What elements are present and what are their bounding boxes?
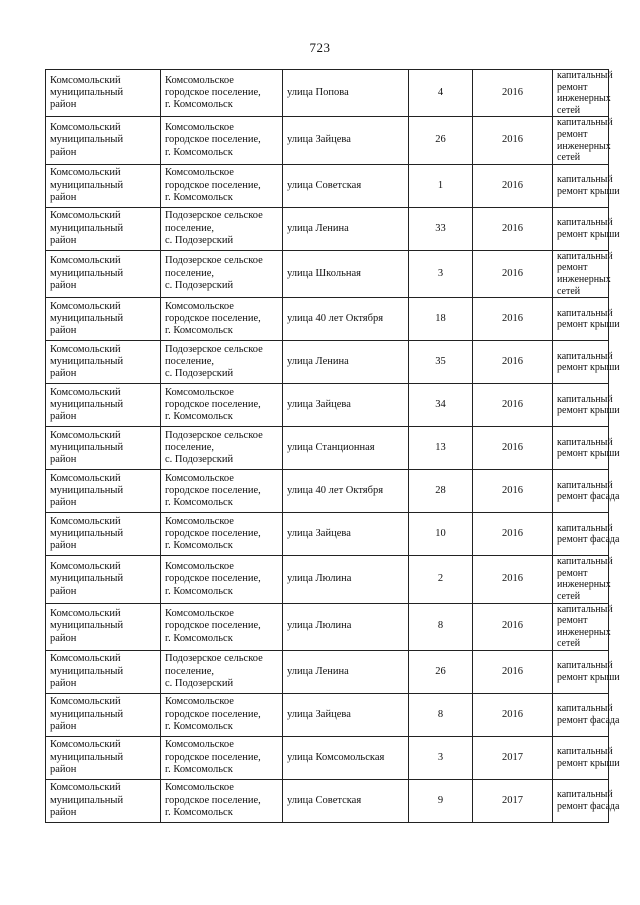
district-cell <box>46 513 161 556</box>
work-type-cell <box>553 513 620 556</box>
year-cell: 2016 <box>473 603 553 650</box>
settlement-cell <box>161 70 283 117</box>
work-type-cell-line: ремонт крыши <box>557 185 620 197</box>
district-cell-line: муниципальный <box>50 222 124 234</box>
settlement-cell-line: Подозерское сельское <box>165 210 263 222</box>
settlement-cell-line: Подозерское сельское <box>165 255 263 267</box>
street-cell: улица Станционная <box>283 427 409 470</box>
district-cell-line: район <box>50 721 77 733</box>
settlement-cell <box>161 117 283 164</box>
house-number-cell: 18 <box>409 298 473 341</box>
settlement-cell <box>161 556 283 603</box>
table-row <box>46 470 609 513</box>
work-type-cell-line: капитальный <box>557 217 613 229</box>
settlement-cell-line: городское поселение, <box>165 794 261 806</box>
street-cell: улица 40 лет Октября <box>283 298 409 341</box>
work-type-cell <box>553 250 613 297</box>
work-type-cell <box>553 556 613 603</box>
settlement-cell-line: поселение, <box>165 441 215 453</box>
work-type-cell-line: ремонт фасада <box>557 714 620 726</box>
settlement-cell-line: г. Комсомольск <box>165 191 233 203</box>
work-type-cell-line: сетей <box>557 285 581 297</box>
year-cell: 2016 <box>473 250 553 297</box>
district-cell-line: Комсомольский <box>50 560 121 572</box>
work-type-cell-line: ремонт крыши <box>557 671 620 683</box>
settlement-cell-line: Комсомольское <box>165 696 234 708</box>
house-number-cell: 10 <box>409 513 473 556</box>
work-type-cell-line: инженерных <box>557 140 611 152</box>
settlement-cell-line: с. Подозерский <box>165 234 234 246</box>
district-cell <box>46 117 161 164</box>
work-type-cell-line: капитальный <box>557 117 613 129</box>
district-cell-line: муниципальный <box>50 708 124 720</box>
settlement-cell-line: городское поселение, <box>165 573 261 585</box>
work-type-cell <box>553 117 613 164</box>
settlement-cell-line: г. Комсомольск <box>165 764 233 776</box>
house-number-cell: 13 <box>409 427 473 470</box>
settlement-cell-line: г. Комсомольск <box>165 497 233 509</box>
district-cell <box>46 427 161 470</box>
settlement-cell <box>161 250 283 297</box>
street-cell: улица Зайцева <box>283 117 409 164</box>
table-row <box>46 693 609 736</box>
street-cell: улица Зайцева <box>283 693 409 736</box>
work-type-cell <box>553 427 620 470</box>
settlement-cell <box>161 603 283 650</box>
district-cell-line: муниципальный <box>50 794 124 806</box>
settlement-cell-line: Комсомольское <box>165 782 234 794</box>
work-type-cell-line: капитальный <box>557 556 613 568</box>
table-row <box>46 250 609 297</box>
settlement-cell-line: г. Комсомольск <box>165 146 233 158</box>
street-cell: улица Ленина <box>283 650 409 693</box>
work-type-cell-line: капитальный <box>557 603 613 615</box>
district-cell-line: муниципальный <box>50 573 124 585</box>
table-row <box>46 603 609 650</box>
settlement-cell-line: городское поселение, <box>165 312 261 324</box>
settlement-cell-line: поселение, <box>165 355 215 367</box>
settlement-cell-line: городское поселение, <box>165 751 261 763</box>
district-cell <box>46 470 161 513</box>
work-type-cell-line: капитальный <box>557 789 613 801</box>
table-body <box>46 70 620 823</box>
district-cell-line: район <box>50 325 77 337</box>
settlement-cell <box>161 341 283 384</box>
table-row <box>46 650 609 693</box>
year-cell: 2017 <box>473 779 553 822</box>
settlement-cell <box>161 470 283 513</box>
work-type-cell <box>553 70 613 117</box>
house-number-cell: 28 <box>409 470 473 513</box>
work-type-cell-line: инженерных <box>557 626 611 638</box>
district-cell <box>46 341 161 384</box>
district-cell-line: район <box>50 497 77 509</box>
work-type-cell <box>553 164 620 207</box>
settlement-cell-line: Комсомольское <box>165 74 234 86</box>
settlement-cell-line: г. Комсомольск <box>165 585 233 597</box>
settlement-cell-line: Подозерское сельское <box>165 343 263 355</box>
work-type-cell-line: капитальный <box>557 746 613 758</box>
work-type-cell-line: ремонт фасада <box>557 534 620 546</box>
work-type-cell-line: ремонт крыши <box>557 405 620 417</box>
table-row <box>46 384 609 427</box>
settlement-cell-line: Подозерское сельское <box>165 429 263 441</box>
work-type-cell-line: капитальный <box>557 70 613 81</box>
street-cell: улица Попова <box>283 70 409 117</box>
settlement-cell <box>161 298 283 341</box>
table-row <box>46 341 609 384</box>
district-cell-line: район <box>50 585 77 597</box>
district-cell-line: Комсомольский <box>50 167 121 179</box>
street-cell: улица Ленина <box>283 207 409 250</box>
street-cell: улица 40 лет Октября <box>283 470 409 513</box>
year-cell: 2016 <box>473 117 553 164</box>
district-cell-line: Комсомольский <box>50 696 121 708</box>
settlement-cell-line: городское поселение, <box>165 620 261 632</box>
settlement-cell-line: Комсомольское <box>165 515 234 527</box>
year-cell: 2016 <box>473 341 553 384</box>
work-type-cell-line: инженерных <box>557 579 611 591</box>
work-type-cell <box>553 779 620 822</box>
work-type-cell-line: ремонт крыши <box>557 448 620 460</box>
district-cell-line: район <box>50 632 77 644</box>
street-cell: улица Зайцева <box>283 384 409 427</box>
work-type-cell-line: капитальный <box>557 522 613 534</box>
work-type-cell-line: ремонт <box>557 615 588 627</box>
street-cell: улица Советская <box>283 164 409 207</box>
work-type-cell-line: капитальный <box>557 250 613 262</box>
district-cell-line: район <box>50 454 77 466</box>
house-number-cell: 1 <box>409 164 473 207</box>
district-cell-line: район <box>50 540 77 552</box>
district-cell-line: Комсомольский <box>50 255 121 267</box>
district-cell-line: муниципальный <box>50 620 124 632</box>
settlement-cell-line: городское поселение, <box>165 179 261 191</box>
settlement-cell <box>161 736 283 779</box>
house-number-cell: 35 <box>409 341 473 384</box>
work-type-cell <box>553 736 620 779</box>
work-type-cell-line: ремонт фасада <box>557 491 620 503</box>
table-row <box>46 70 609 117</box>
house-number-cell: 8 <box>409 693 473 736</box>
settlement-cell-line: Комсомольское <box>165 608 234 620</box>
year-cell: 2016 <box>473 298 553 341</box>
year-cell: 2017 <box>473 736 553 779</box>
settlement-cell-line: Комсомольское <box>165 472 234 484</box>
street-cell: улица Комсомольская <box>283 736 409 779</box>
district-cell-line: муниципальный <box>50 179 124 191</box>
street-cell: улица Школьная <box>283 250 409 297</box>
settlement-cell <box>161 650 283 693</box>
settlement-cell-line: городское поселение, <box>165 708 261 720</box>
district-cell-line: муниципальный <box>50 751 124 763</box>
district-cell-line: Комсомольский <box>50 210 121 222</box>
settlement-cell-line: городское поселение, <box>165 134 261 146</box>
district-cell <box>46 693 161 736</box>
district-cell <box>46 164 161 207</box>
settlement-cell-line: с. Подозерский <box>165 280 234 292</box>
district-cell-line: район <box>50 280 77 292</box>
settlement-cell-line: Комсомольское <box>165 739 234 751</box>
house-number-cell: 3 <box>409 250 473 297</box>
work-type-cell-line: капитальный <box>557 660 613 672</box>
district-cell-line: район <box>50 807 77 819</box>
work-type-cell-line: ремонт крыши <box>557 362 620 374</box>
year-cell: 2016 <box>473 164 553 207</box>
district-cell <box>46 650 161 693</box>
house-number-cell: 26 <box>409 650 473 693</box>
settlement-cell-line: г. Комсомольск <box>165 325 233 337</box>
district-cell-line: Комсомольский <box>50 300 121 312</box>
table-row <box>46 298 609 341</box>
work-type-cell-line: сетей <box>557 638 581 650</box>
work-type-cell <box>553 470 620 513</box>
table-row <box>46 736 609 779</box>
settlement-cell-line: городское поселение, <box>165 86 261 98</box>
district-cell-line: муниципальный <box>50 398 124 410</box>
year-cell: 2016 <box>473 384 553 427</box>
house-number-cell: 2 <box>409 556 473 603</box>
district-cell-line: район <box>50 99 77 111</box>
year-cell: 2016 <box>473 556 553 603</box>
work-type-cell-line: ремонт <box>557 262 588 274</box>
settlement-cell-line: Подозерское сельское <box>165 653 263 665</box>
district-cell-line: район <box>50 678 77 690</box>
district-cell-line: Комсомольский <box>50 653 121 665</box>
street-cell: улица Советская <box>283 779 409 822</box>
settlement-cell-line: поселение, <box>165 665 215 677</box>
work-type-cell <box>553 650 620 693</box>
district-cell-line: муниципальный <box>50 355 124 367</box>
work-type-cell <box>553 603 613 650</box>
work-type-cell-line: инженерных <box>557 273 611 285</box>
house-number-cell: 8 <box>409 603 473 650</box>
settlement-cell-line: городское поселение, <box>165 484 261 496</box>
district-cell-line: Комсомольский <box>50 515 121 527</box>
year-cell: 2016 <box>473 470 553 513</box>
work-type-cell-line: капитальный <box>557 307 613 319</box>
district-cell <box>46 250 161 297</box>
district-cell-line: Комсомольский <box>50 429 121 441</box>
table-row <box>46 164 609 207</box>
settlement-cell-line: г. Комсомольск <box>165 99 233 111</box>
work-type-cell-line: капитальный <box>557 350 613 362</box>
house-number-cell: 3 <box>409 736 473 779</box>
settlement-cell <box>161 164 283 207</box>
table-row <box>46 556 609 603</box>
district-cell-line: муниципальный <box>50 484 124 496</box>
work-type-cell-line: ремонт <box>557 567 588 579</box>
district-cell <box>46 779 161 822</box>
house-number-cell: 26 <box>409 117 473 164</box>
work-type-cell-line: ремонт крыши <box>557 757 620 769</box>
district-cell-line: муниципальный <box>50 86 124 98</box>
work-type-cell-line: сетей <box>557 104 581 116</box>
work-type-cell <box>553 693 620 736</box>
settlement-cell-line: Комсомольское <box>165 300 234 312</box>
district-cell-line: муниципальный <box>50 527 124 539</box>
table-row <box>46 779 609 822</box>
work-type-cell-line: капитальный <box>557 479 613 491</box>
settlement-cell <box>161 513 283 556</box>
work-type-cell-line: капитальный <box>557 703 613 715</box>
street-cell: улица Люлина <box>283 603 409 650</box>
settlement-cell <box>161 384 283 427</box>
district-cell <box>46 207 161 250</box>
work-type-cell <box>553 207 620 250</box>
work-type-cell-line: ремонт крыши <box>557 228 620 240</box>
district-cell-line: муниципальный <box>50 134 124 146</box>
house-number-cell: 4 <box>409 70 473 117</box>
district-cell-line: Комсомольский <box>50 74 121 86</box>
page-number: 723 <box>309 40 331 55</box>
district-cell-line: район <box>50 368 77 380</box>
settlement-cell-line: с. Подозерский <box>165 454 234 466</box>
year-cell: 2016 <box>473 650 553 693</box>
work-type-cell-line: ремонт фасада <box>557 800 620 812</box>
district-cell-line: муниципальный <box>50 267 124 279</box>
settlement-cell-line: г. Комсомольск <box>165 721 233 733</box>
district-cell-line: район <box>50 411 77 423</box>
district-cell <box>46 70 161 117</box>
district-cell-line: район <box>50 146 77 158</box>
district-cell-line: Комсомольский <box>50 782 121 794</box>
street-cell: улица Зайцева <box>283 513 409 556</box>
settlement-cell-line: г. Комсомольск <box>165 632 233 644</box>
district-cell-line: Комсомольский <box>50 608 121 620</box>
district-cell <box>46 298 161 341</box>
house-number-cell: 33 <box>409 207 473 250</box>
table-row <box>46 117 609 164</box>
work-type-cell-line: ремонт крыши <box>557 319 620 331</box>
district-cell-line: Комсомольский <box>50 121 121 133</box>
house-number-cell: 34 <box>409 384 473 427</box>
settlement-cell-line: Комсомольское <box>165 167 234 179</box>
settlement-cell-line: г. Комсомольск <box>165 540 233 552</box>
district-cell-line: муниципальный <box>50 441 124 453</box>
settlement-cell-line: г. Комсомольск <box>165 411 233 423</box>
year-cell: 2016 <box>473 427 553 470</box>
district-cell <box>46 384 161 427</box>
work-type-cell-line: инженерных <box>557 93 611 105</box>
district-cell <box>46 556 161 603</box>
settlement-cell-line: г. Комсомольск <box>165 807 233 819</box>
settlement-cell-line: Комсомольское <box>165 386 234 398</box>
settlement-cell <box>161 779 283 822</box>
year-cell: 2016 <box>473 693 553 736</box>
work-type-cell-line: ремонт <box>557 81 588 93</box>
settlement-cell-line: Комсомольское <box>165 121 234 133</box>
district-cell-line: муниципальный <box>50 665 124 677</box>
table-row <box>46 427 609 470</box>
district-cell <box>46 603 161 650</box>
table-row <box>46 207 609 250</box>
work-type-cell-line: капитальный <box>557 436 613 448</box>
settlement-cell-line: поселение, <box>165 222 215 234</box>
work-type-cell <box>553 341 620 384</box>
district-cell-line: Комсомольский <box>50 386 121 398</box>
district-cell-line: Комсомольский <box>50 472 121 484</box>
district-cell-line: Комсомольский <box>50 739 121 751</box>
district-cell-line: муниципальный <box>50 312 124 324</box>
settlement-cell-line: поселение, <box>165 267 215 279</box>
settlement-cell-line: городское поселение, <box>165 398 261 410</box>
work-type-cell-line: сетей <box>557 152 581 164</box>
table-row <box>46 513 609 556</box>
work-type-cell-line: ремонт <box>557 128 588 140</box>
settlement-cell <box>161 207 283 250</box>
district-cell-line: район <box>50 191 77 203</box>
settlement-cell <box>161 427 283 470</box>
settlement-cell <box>161 693 283 736</box>
repair-schedule-table <box>45 69 620 823</box>
settlement-cell-line: Комсомольское <box>165 560 234 572</box>
district-cell-line: район <box>50 764 77 776</box>
district-cell-line: Комсомольский <box>50 343 121 355</box>
street-cell: улица Ленина <box>283 341 409 384</box>
year-cell: 2016 <box>473 207 553 250</box>
district-cell-line: район <box>50 234 77 246</box>
settlement-cell-line: с. Подозерский <box>165 368 234 380</box>
work-type-cell-line: капитальный <box>557 174 613 186</box>
year-cell: 2016 <box>473 513 553 556</box>
house-number-cell: 9 <box>409 779 473 822</box>
year-cell: 2016 <box>473 70 553 117</box>
settlement-cell-line: с. Подозерский <box>165 678 234 690</box>
district-cell <box>46 736 161 779</box>
work-type-cell-line: капитальный <box>557 393 613 405</box>
work-type-cell-line: сетей <box>557 590 581 602</box>
street-cell: улица Люлина <box>283 556 409 603</box>
work-type-cell <box>553 384 620 427</box>
settlement-cell-line: городское поселение, <box>165 527 261 539</box>
work-type-cell <box>553 298 620 341</box>
